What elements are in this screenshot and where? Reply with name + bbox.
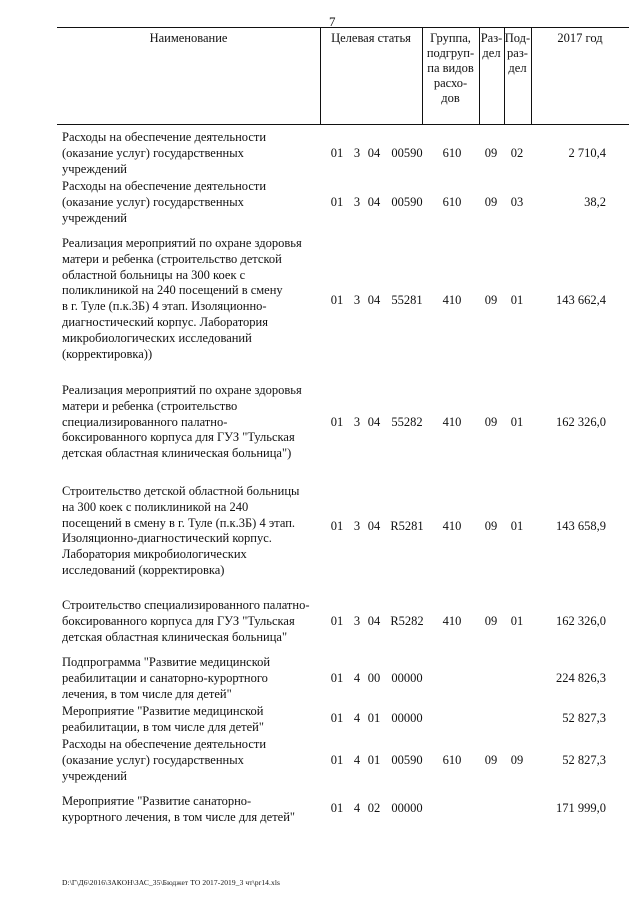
row-name	[62, 130, 332, 177]
row-group: 610	[442, 146, 462, 160]
row-name-line: (оказание услуг) государственных	[62, 752, 244, 767]
row-code1: 01	[330, 195, 344, 209]
page-number: 7	[329, 14, 336, 29]
row-code2: 3	[353, 614, 361, 628]
row-name-line: учреждений	[62, 768, 127, 783]
row-name-line: Подпрограмма "Развитие медицинской	[62, 655, 271, 669]
row-name-line: поликлиникой на 240 посещений в смену	[62, 283, 283, 298]
row-group: 610	[442, 753, 462, 767]
row-subsection: 01	[510, 415, 524, 429]
row-code1: 01	[330, 519, 344, 533]
row-subsection: 02	[510, 146, 524, 160]
header-year: 2017 год	[557, 31, 603, 45]
row-amount: 162 326,0	[556, 614, 606, 628]
row-name	[62, 179, 332, 226]
row-amount: 224 826,3	[556, 671, 606, 685]
row-code4: 00590	[391, 753, 423, 767]
row-name-line: диагностический корпус. Лаборатория	[62, 314, 268, 329]
row-name-line: Мероприятие "Развитие санаторно-	[62, 794, 252, 808]
row-name-line: Расходы на обеспечение деятельности	[62, 130, 267, 144]
row-code1: 01	[330, 801, 344, 815]
row-code4: 00000	[391, 711, 423, 725]
row-section: 09	[484, 195, 498, 209]
row-code3: 04	[367, 519, 381, 533]
row-code3: 04	[367, 195, 381, 209]
row-name-line: (оказание услуг) государственных	[62, 145, 244, 160]
row-name-line: боксированного корпуса для ГУЗ "Тульская	[62, 430, 295, 445]
row-code2: 3	[353, 195, 361, 209]
row-code1: 01	[330, 711, 344, 725]
row-code3: 02	[367, 801, 381, 815]
row-name-line: (корректировка))	[62, 346, 153, 361]
row-name	[62, 236, 332, 362]
row-code1: 01	[330, 753, 344, 767]
row-code1: 01	[330, 146, 344, 160]
row-name-line: матери и ребенка (строительство детской	[62, 251, 282, 266]
row-name-line: курортного лечения, в том числе для детей"	[62, 809, 296, 824]
header-name: Наименование	[149, 31, 228, 45]
row-amount: 162 326,0	[556, 415, 606, 429]
row-name	[62, 794, 332, 826]
row-section: 09	[484, 753, 498, 767]
row-name-line: посещений в смену в г. Туле (п.к.3Б) 4 этап.	[62, 515, 296, 530]
row-code3: 04	[367, 614, 381, 628]
row-code3: 01	[367, 711, 381, 725]
row-code1: 01	[330, 293, 344, 307]
row-code4: R5282	[390, 614, 424, 628]
row-name-line: Расходы на обеспечение деятельности	[62, 737, 267, 751]
row-subsection: 01	[510, 293, 524, 307]
row-name	[62, 655, 332, 702]
row-code4: 55282	[391, 415, 423, 429]
row-amount: 38,2	[584, 195, 606, 209]
row-code4: 00590	[391, 146, 423, 160]
row-name-line: микробиологических исследований	[62, 330, 252, 345]
row-code4: R5281	[390, 519, 424, 533]
header-target-article: Целевая статья	[331, 31, 411, 45]
header-expense-group: Группа, подгруп- па видов расхо- дов	[426, 31, 475, 105]
row-code4: 00000	[391, 801, 423, 815]
header-section: Раз- дел	[480, 31, 503, 60]
row-name-line: матери и ребенка (строительство	[62, 398, 238, 413]
row-code1: 01	[330, 614, 344, 628]
row-name	[62, 737, 332, 784]
row-group: 410	[442, 415, 462, 429]
row-code2: 4	[353, 753, 361, 767]
row-group: 410	[442, 519, 462, 533]
row-name-line: Строительство специализированного палатно-	[62, 598, 310, 612]
footer-file-path: D:\Г\Д6\2016\ЗАКОН\ЗАС_35\Бюджет ТО 2017-2019_3 чт\pr14.xls	[62, 878, 281, 887]
row-code2: 4	[353, 801, 361, 815]
row-code3: 04	[367, 146, 381, 160]
row-section: 09	[484, 614, 498, 628]
row-code1: 01	[330, 671, 344, 685]
row-code4: 55281	[391, 293, 423, 307]
row-name-line: Лаборатория микробиологических	[62, 547, 247, 562]
row-section: 09	[484, 519, 498, 533]
row-name-line: боксированного корпуса для ГУЗ "Тульская	[62, 613, 295, 628]
row-amount: 2 710,4	[568, 146, 606, 160]
row-name-line: Мероприятие "Развитие медицинской	[62, 704, 264, 718]
row-subsection: 01	[510, 614, 524, 628]
row-code3: 04	[367, 293, 381, 307]
row-name-line: Строительство детской областной больницы	[62, 484, 300, 498]
row-group: 410	[442, 293, 462, 307]
row-code4: 00590	[391, 195, 423, 209]
row-name-line: исследований (корректировка)	[62, 562, 225, 577]
row-name-line: (оказание услуг) государственных	[62, 194, 244, 209]
row-amount: 143 658,9	[556, 519, 606, 533]
row-name	[62, 484, 332, 579]
row-code3: 01	[367, 753, 381, 767]
row-name	[62, 598, 332, 645]
row-amount: 171 999,0	[556, 801, 606, 815]
row-code2: 3	[353, 519, 361, 533]
row-name	[62, 383, 332, 462]
row-code4: 00000	[391, 671, 423, 685]
row-name-line: детская областная клиническая больница")	[62, 446, 292, 461]
row-subsection: 03	[510, 195, 524, 209]
row-amount: 143 662,4	[556, 293, 606, 307]
row-name-line: Реализация мероприятий по охране здоровья	[62, 383, 302, 397]
row-name-line: лечения, в том числе для детей"	[62, 686, 232, 701]
row-code2: 4	[353, 671, 361, 685]
row-section: 09	[484, 293, 498, 307]
row-name-line: учреждений	[62, 210, 127, 225]
row-name-line: в г. Туле (п.к.3Б) 4 этап. Изоляционно-	[62, 299, 267, 314]
row-amount: 52 827,3	[562, 711, 606, 725]
row-group: 410	[442, 614, 462, 628]
row-name-line: реабилитации, в том числе для детей"	[62, 719, 264, 734]
row-name	[62, 704, 332, 736]
row-name-line: областной больницы на 300 коек с	[62, 267, 246, 282]
row-section: 09	[484, 415, 498, 429]
row-subsection: 01	[510, 519, 524, 533]
row-code3: 04	[367, 415, 381, 429]
row-code2: 3	[353, 415, 361, 429]
row-name-line: Изоляционно-диагностический корпус.	[62, 531, 272, 546]
row-code3: 00	[367, 671, 381, 685]
row-name-line: на 300 коек с поликлиникой на 240	[62, 499, 249, 514]
row-group: 610	[442, 195, 462, 209]
header-subsection: Под- раз- дел	[504, 31, 531, 75]
row-name-line: Расходы на обеспечение деятельности	[62, 179, 267, 193]
table-header	[57, 27, 629, 125]
row-name-line: учреждений	[62, 161, 127, 176]
row-amount: 52 827,3	[562, 753, 606, 767]
row-section: 09	[484, 146, 498, 160]
row-name-line: детская областная клиническая больница"	[62, 629, 288, 644]
row-code1: 01	[330, 415, 344, 429]
row-subsection: 09	[510, 753, 524, 767]
row-name-line: Реализация мероприятий по охране здоровья	[62, 236, 302, 250]
row-code2: 4	[353, 711, 361, 725]
row-name-line: специализированного палатно-	[62, 414, 228, 429]
row-name-line: реабилитации и санаторно-курортного	[62, 670, 268, 685]
row-code2: 3	[353, 293, 361, 307]
row-code2: 3	[353, 146, 361, 160]
